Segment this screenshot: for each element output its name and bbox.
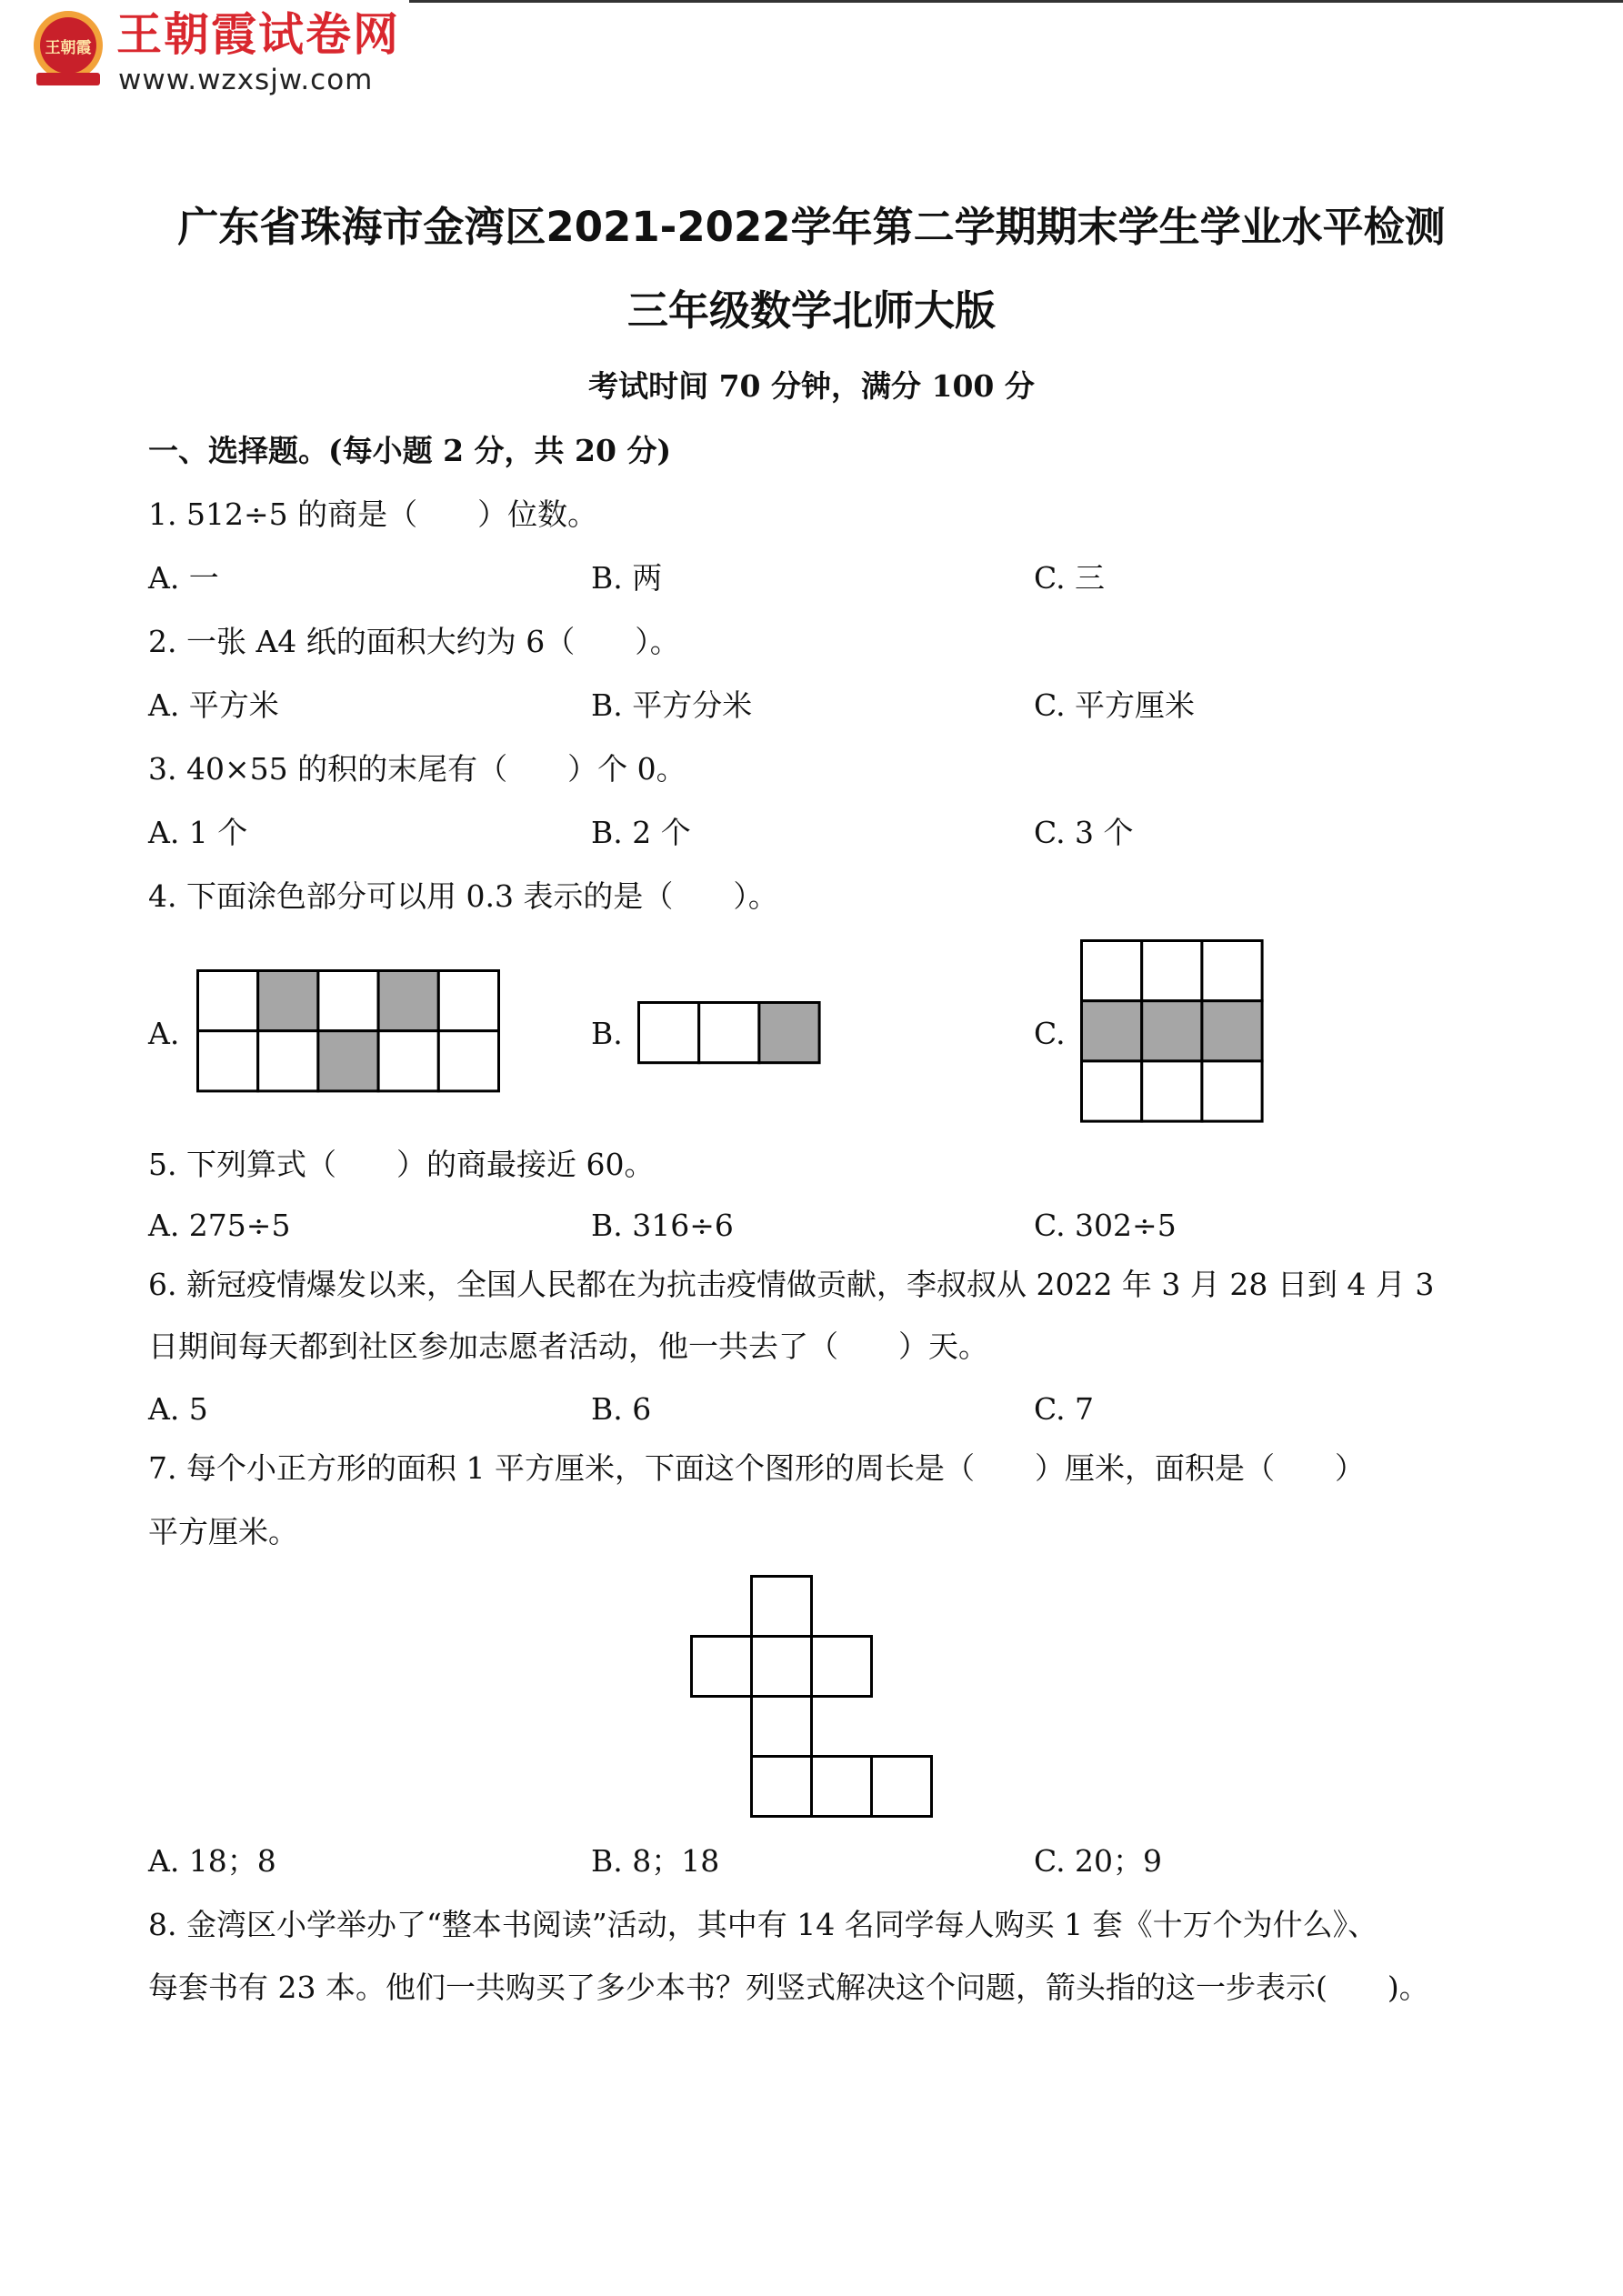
shaded-cell — [1202, 1001, 1262, 1061]
q4-option-b[interactable]: B. — [591, 1016, 623, 1051]
grid-cell — [1082, 1061, 1142, 1121]
question-5-stem: 5. 下列算式（ ）的商最接近 60。 — [148, 1147, 655, 1182]
q1-option-a[interactable]: A. 一 — [148, 560, 219, 596]
unit-square — [872, 1757, 932, 1817]
q6-option-b[interactable]: B. 6 — [591, 1391, 652, 1427]
brand-logo-icon — [27, 7, 109, 89]
grid-cell — [1082, 941, 1142, 1001]
grid-cell — [1142, 941, 1202, 1001]
question-7-stem-line2: 平方厘米。 — [148, 1514, 298, 1549]
question-6-stem-line1: 6. 新冠疫情爆发以来，全国人民都在为抗击疫情做贡献，李叔叔从 2022 年 3 月 28 日到 4 月 3 — [148, 1267, 1435, 1302]
q1-option-c[interactable]: C. 三 — [1034, 560, 1106, 596]
brand-url[interactable]: www.wzxsjw.com — [118, 64, 374, 96]
q3-option-a[interactable]: A. 1 个 — [148, 815, 248, 850]
header-rule — [409, 0, 1623, 3]
grid-cell — [198, 1031, 258, 1091]
grid-cell — [258, 1031, 318, 1091]
unit-square — [752, 1577, 812, 1637]
q4-option-a[interactable]: A. — [148, 1016, 180, 1051]
shaded-cell — [318, 1031, 378, 1091]
section-heading: 一、选择题。(每小题 2 分，共 20 分) — [148, 433, 672, 468]
unit-square — [752, 1637, 812, 1697]
q4-grid-figure-a — [196, 969, 500, 1093]
question-8-stem-line1: 8. 金湾区小学举办了“整本书阅读”活动，其中有 14 名同学每人购买 1 套《十万个为什么》、 — [148, 1907, 1378, 1942]
grid-cell — [699, 1003, 759, 1063]
q3-option-c[interactable]: C. 3 个 — [1034, 815, 1134, 850]
unit-square — [692, 1637, 752, 1697]
unit-square — [752, 1697, 812, 1757]
q5-option-c[interactable]: C. 302÷5 — [1034, 1208, 1177, 1243]
grid-cell — [1202, 1061, 1262, 1121]
exam-subtitle: 三年级数学北师大版 — [626, 286, 996, 335]
q2-option-c[interactable]: C. 平方厘米 — [1034, 687, 1196, 723]
question-4-stem: 4. 下面涂色部分可以用 0.3 表示的是（ ）。 — [148, 878, 778, 914]
shaded-cell — [1082, 1001, 1142, 1061]
shaded-cell — [378, 971, 438, 1031]
grid-cell — [639, 1003, 699, 1063]
grid-cell — [378, 1031, 438, 1091]
q3-option-b[interactable]: B. 2 个 — [591, 815, 691, 850]
q4-grid-figure-c — [1080, 939, 1264, 1123]
shaded-cell — [759, 1003, 819, 1063]
q2-option-a[interactable]: A. 平方米 — [148, 687, 279, 723]
grid-cell — [318, 971, 378, 1031]
q7-option-c[interactable]: C. 20；9 — [1034, 1843, 1163, 1879]
q7-option-b[interactable]: B. 8；18 — [591, 1843, 720, 1879]
shaded-cell — [258, 971, 318, 1031]
exam-info: 考试时间 70 分钟，满分 100 分 — [588, 368, 1035, 404]
q5-option-b[interactable]: B. 316÷6 — [591, 1208, 734, 1243]
q6-option-a[interactable]: A. 5 — [148, 1391, 208, 1427]
q4-option-c[interactable]: C. — [1034, 1016, 1066, 1051]
grid-cell — [438, 971, 498, 1031]
unit-square — [812, 1757, 872, 1817]
shaded-cell — [1142, 1001, 1202, 1061]
question-2-stem: 2. 一张 A4 纸的面积大约为 6（ ）。 — [148, 624, 680, 659]
exam-title: 广东省珠海市金湾区2021-2022学年第二学期期末学生学业水平检测 — [177, 203, 1446, 251]
grid-cell — [1202, 941, 1262, 1001]
q7-option-a[interactable]: A. 18；8 — [148, 1843, 276, 1879]
q1-option-b[interactable]: B. 两 — [591, 560, 663, 596]
grid-cell — [438, 1031, 498, 1091]
grid-cell — [198, 971, 258, 1031]
q7-square-figure — [690, 1575, 936, 1820]
question-8-stem-line2: 每套书有 23 本。他们一共购买了多少本书？列竖式解决这个问题，箭头指的这一步表示( )。 — [148, 1970, 1429, 2005]
question-3-stem: 3. 40×55 的积的末尾有（ ）个 0。 — [148, 751, 686, 787]
unit-square — [812, 1637, 872, 1697]
q2-option-b[interactable]: B. 平方分米 — [591, 687, 753, 723]
q4-grid-figure-b — [637, 1001, 821, 1062]
question-1-stem: 1. 512÷5 的商是（ ）位数。 — [148, 496, 598, 532]
unit-square — [752, 1757, 812, 1817]
question-6-stem-line2: 日期间每天都到社区参加志愿者活动，他一共去了（ ）天。 — [148, 1328, 988, 1364]
grid-cell — [1142, 1061, 1202, 1121]
brand-name: 王朝霞试卷网 — [116, 8, 400, 61]
question-7-stem-line1: 7. 每个小正方形的面积 1 平方厘米，下面这个图形的周长是（ ）厘米，面积是（ ） — [148, 1450, 1365, 1486]
q6-option-c[interactable]: C. 7 — [1034, 1391, 1095, 1427]
q5-option-a[interactable]: A. 275÷5 — [148, 1208, 291, 1243]
logo-text: 王朝霞 — [45, 39, 92, 57]
